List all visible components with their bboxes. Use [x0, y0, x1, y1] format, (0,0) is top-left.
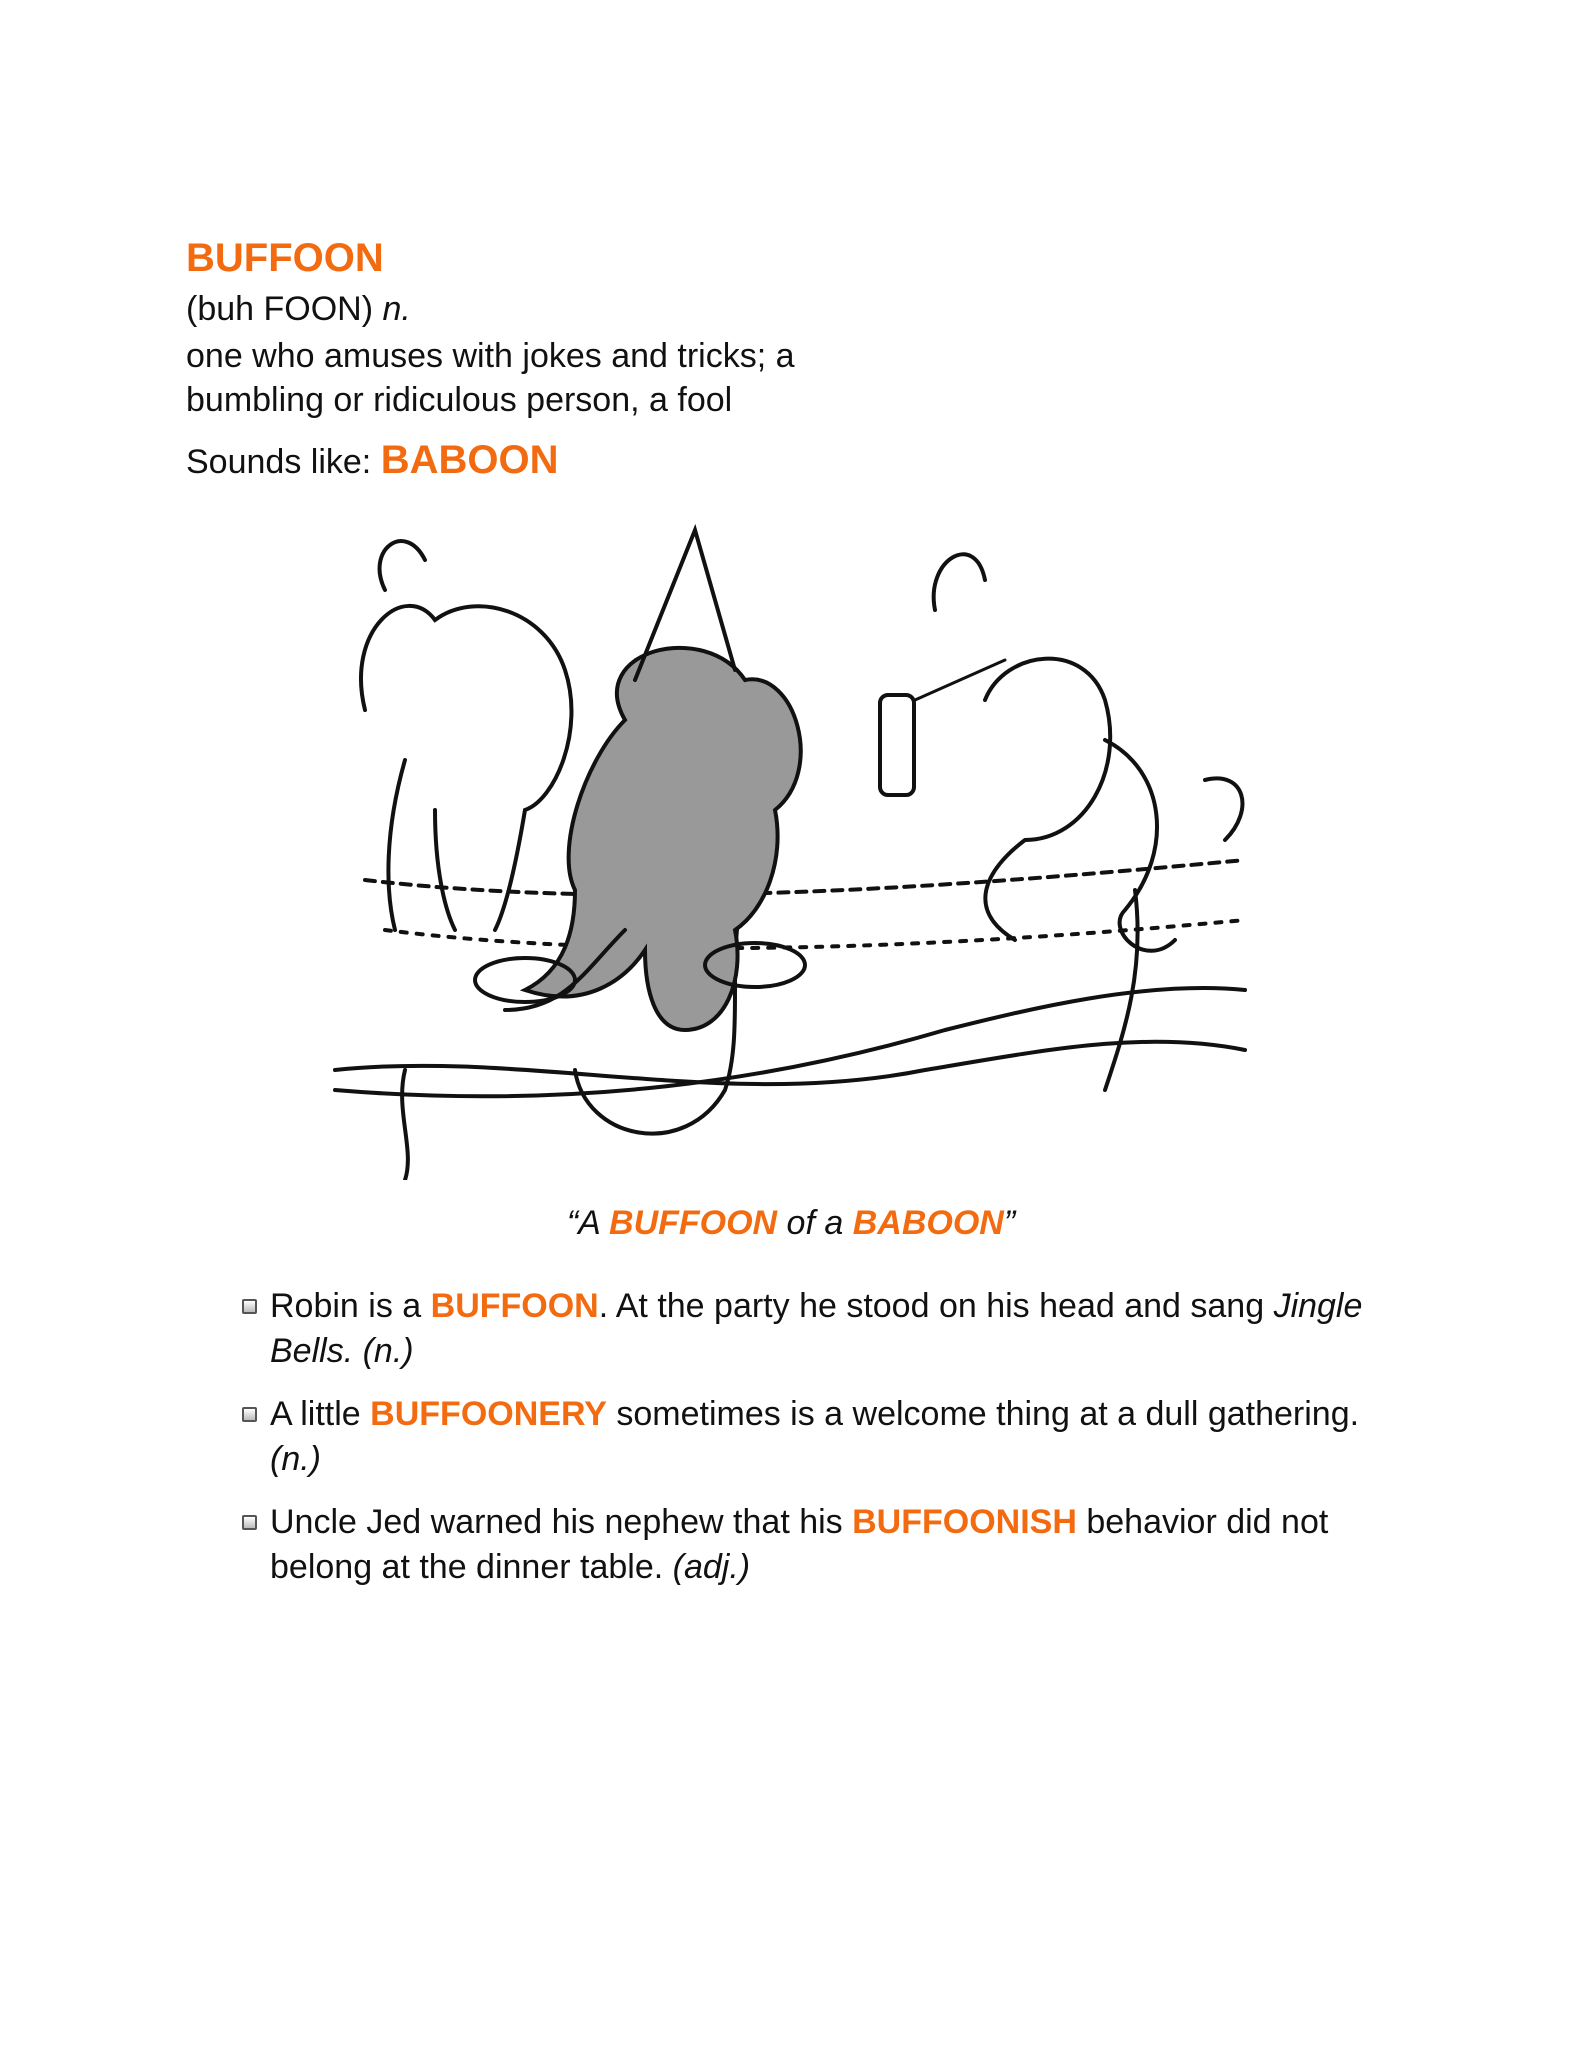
example-text: Robin is a: [270, 1287, 431, 1325]
example-keyword: BUFFOON: [430, 1287, 599, 1325]
checkbox-bullet-icon: [242, 1299, 257, 1314]
example-item: [240, 1284, 1380, 1374]
example-text: behavior did not belong at the dinner table.: [270, 1503, 1329, 1586]
sounds-like: [186, 438, 558, 483]
sounds-like-label: Sounds like:: [186, 443, 372, 481]
pronunciation-text: (buh FOON): [186, 290, 374, 328]
caption-word-buffoon: BUFFOON: [609, 1204, 778, 1242]
example-text: . At the party he stood on his head and sang: [598, 1287, 1274, 1325]
baboon-cartoon-illustration: [325, 510, 1250, 1180]
example-text: Uncle Jed warned his nephew that his: [270, 1503, 853, 1541]
sounds-like-word: BABOON: [380, 438, 559, 482]
definition: one who amuses with jokes and tricks; a bumbling or ridiculous person, a fool: [186, 337, 795, 419]
example-text: sometimes is a welcome thing at a dull gathering.: [606, 1395, 1360, 1433]
pronunciation: [186, 290, 411, 329]
caption-close: ”: [1003, 1204, 1016, 1242]
entry-word: BUFFOON: [186, 236, 384, 280]
example-sentences: [240, 1284, 1380, 1608]
example-keyword: BUFFOONISH: [852, 1503, 1077, 1541]
checkbox-bullet-icon: [242, 1515, 257, 1530]
example-italic: (adj.): [672, 1548, 751, 1586]
caption-middle: of a: [777, 1204, 853, 1242]
example-item: [240, 1500, 1380, 1590]
caption-word-baboon: BABOON: [852, 1204, 1004, 1242]
checkbox-bullet-icon: [242, 1407, 257, 1422]
example-item: [240, 1392, 1380, 1482]
part-of-speech: n.: [382, 290, 411, 328]
caption-open: “A: [566, 1204, 610, 1242]
example-keyword: BUFFOONERY: [370, 1395, 607, 1433]
example-italic: (n.): [270, 1440, 321, 1478]
example-italic: Jingle Bells. (n.): [270, 1287, 1363, 1370]
illustration-caption: [0, 1204, 1582, 1243]
example-text: A little: [270, 1395, 371, 1433]
